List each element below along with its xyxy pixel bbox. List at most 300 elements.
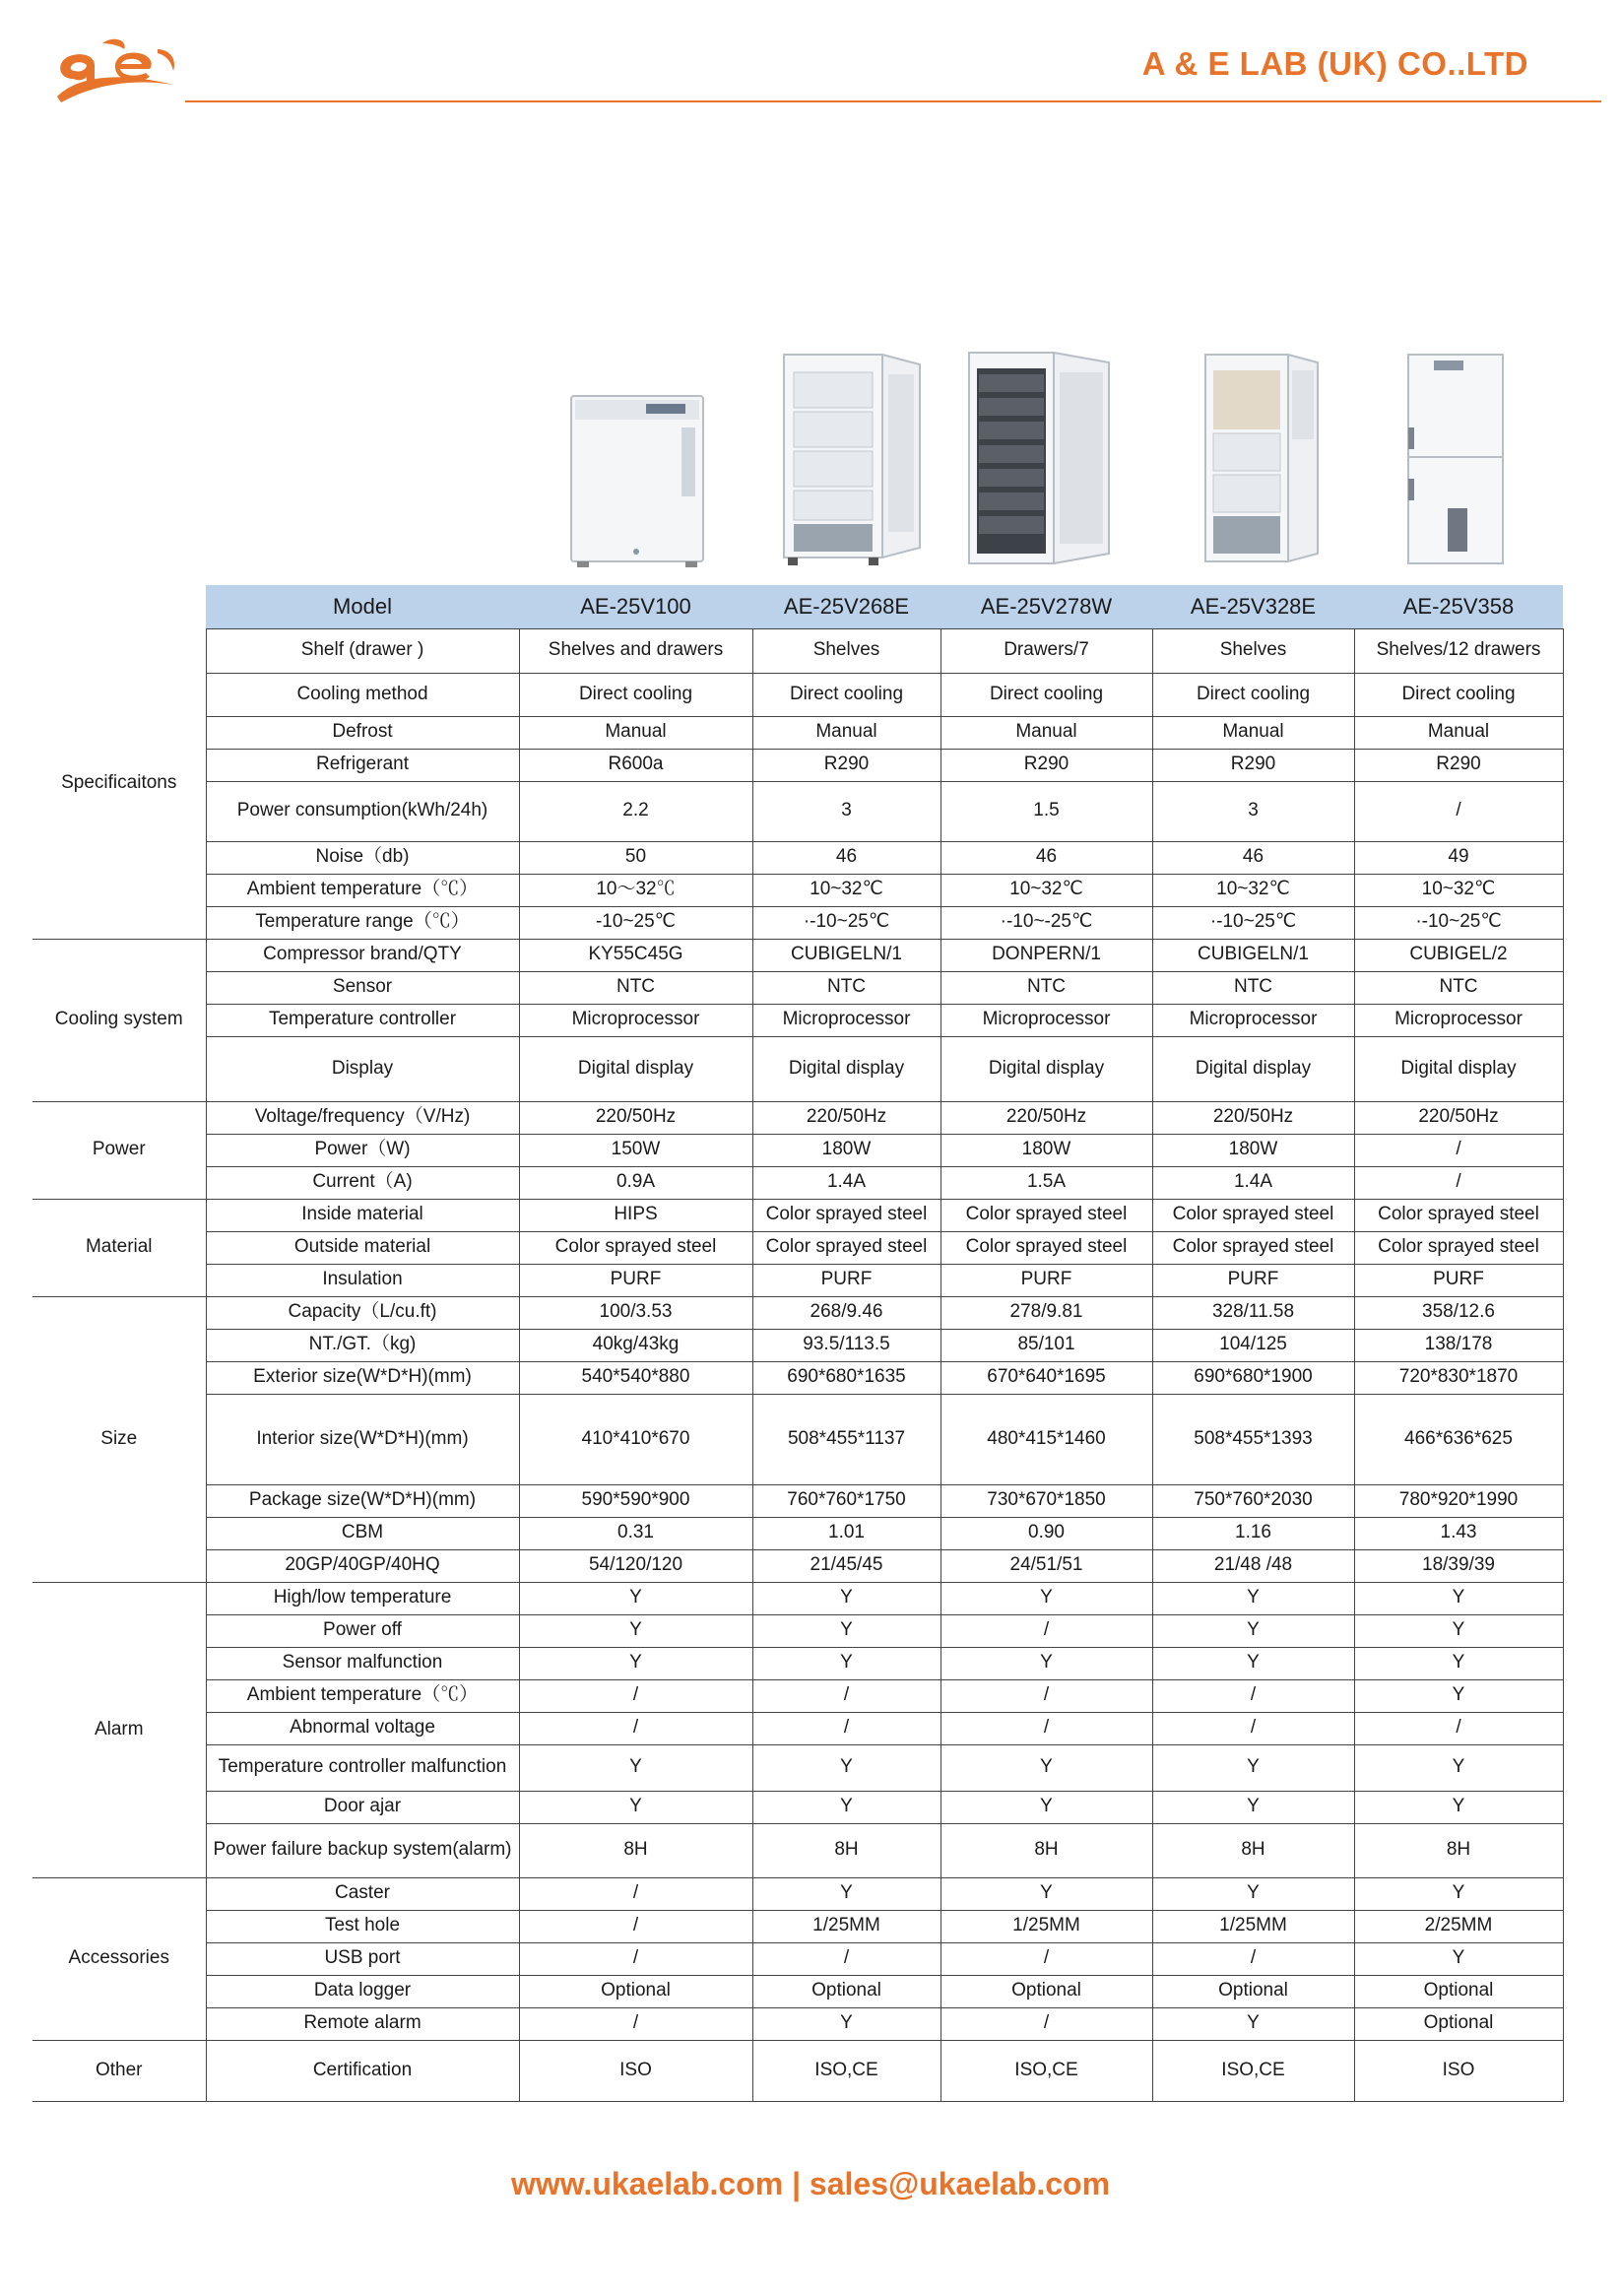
spec-value: 21/48 /48 <box>1152 1549 1354 1582</box>
spec-value: Color sprayed steel <box>1354 1231 1563 1264</box>
product-image-ae-25v278w <box>965 345 1115 569</box>
model-name: AE-25V278W <box>940 585 1152 628</box>
spec-value: Color sprayed steel <box>752 1199 940 1231</box>
spec-value: CUBIGEL/2 <box>1354 939 1563 971</box>
table-row <box>32 1004 1563 1036</box>
spec-value: 1.16 <box>1152 1517 1354 1549</box>
spec-value: -10~25℃ <box>519 906 752 939</box>
table-row <box>32 1394 1563 1484</box>
spec-value: Y <box>752 1791 940 1823</box>
category-label: Size <box>32 1296 206 1582</box>
spec-value: 220/50Hz <box>752 1101 940 1134</box>
spec-value: Y <box>940 1877 1152 1910</box>
spec-value: 466*636*625 <box>1354 1394 1563 1484</box>
spec-value: R290 <box>752 749 940 781</box>
spec-value: Y <box>752 1614 940 1647</box>
spec-value: 46 <box>940 841 1152 874</box>
spec-value: Manual <box>1354 716 1563 749</box>
spec-value: 508*455*1393 <box>1152 1394 1354 1484</box>
table-row <box>32 749 1563 781</box>
table-row <box>32 1823 1563 1877</box>
spec-value: 150W <box>519 1134 752 1166</box>
spec-label: Power（W) <box>206 1134 519 1166</box>
spec-value: Y <box>1152 2007 1354 2040</box>
table-row <box>32 1744 1563 1791</box>
table-row <box>32 2007 1563 2040</box>
spec-value: 730*670*1850 <box>940 1484 1152 1517</box>
spec-value: Y <box>519 1614 752 1647</box>
spec-value: Manual <box>940 716 1152 749</box>
spec-value: Optional <box>1152 1975 1354 2007</box>
spec-value: Direct cooling <box>752 673 940 716</box>
spec-value: 49 <box>1354 841 1563 874</box>
table-row <box>32 1199 1563 1231</box>
spec-value: Digital display <box>1354 1036 1563 1101</box>
spec-label: Caster <box>206 1877 519 1910</box>
spec-value: / <box>940 1679 1152 1712</box>
table-row <box>32 1484 1563 1517</box>
table-row <box>32 906 1563 939</box>
spec-value: Y <box>1354 1647 1563 1679</box>
spec-value: Digital display <box>519 1036 752 1101</box>
spec-value: / <box>519 1942 752 1975</box>
spec-value: / <box>1354 1166 1563 1199</box>
spec-label: Outside material <box>206 1231 519 1264</box>
spec-value: DONPERN/1 <box>940 939 1152 971</box>
spec-value: Y <box>940 1647 1152 1679</box>
spec-value: Shelves/12 drawers <box>1354 628 1563 673</box>
table-row <box>32 1036 1563 1101</box>
spec-value: Direct cooling <box>1152 673 1354 716</box>
model-header-spacer <box>32 585 206 628</box>
spec-value: 100/3.53 <box>519 1296 752 1329</box>
spec-value: Color sprayed steel <box>752 1231 940 1264</box>
spec-value: 180W <box>1152 1134 1354 1166</box>
category-label: Accessories <box>32 1877 206 2040</box>
spec-value: Shelves <box>752 628 940 673</box>
spec-label: Shelf (drawer ) <box>206 628 519 673</box>
spec-label: Defrost <box>206 716 519 749</box>
category-label: Alarm <box>32 1582 206 1877</box>
model-name: AE-25V358 <box>1354 585 1563 628</box>
spec-value: Y <box>1152 1744 1354 1791</box>
spec-value: 720*830*1870 <box>1354 1361 1563 1394</box>
spec-value: ·-10~25℃ <box>1354 906 1563 939</box>
spec-value: Y <box>752 1877 940 1910</box>
spec-label: 20GP/40GP/40HQ <box>206 1549 519 1582</box>
table-row <box>32 1296 1563 1329</box>
spec-label: Test hole <box>206 1910 519 1942</box>
spec-value: 480*415*1460 <box>940 1394 1152 1484</box>
spec-value: Y <box>1354 1679 1563 1712</box>
spec-label: Temperature controller <box>206 1004 519 1036</box>
spec-label: Current（A) <box>206 1166 519 1199</box>
table-row <box>32 1975 1563 2007</box>
spec-value: / <box>752 1942 940 1975</box>
table-row <box>32 1264 1563 1296</box>
spec-label: Compressor brand/QTY <box>206 939 519 971</box>
spec-value: / <box>1152 1942 1354 1975</box>
spec-value: R290 <box>1152 749 1354 781</box>
spec-value: Y <box>1354 1744 1563 1791</box>
spec-value: Shelves and drawers <box>519 628 752 673</box>
spec-value: PURF <box>1152 1264 1354 1296</box>
category-label: Specificaitons <box>32 628 206 939</box>
spec-value: Y <box>752 1647 940 1679</box>
company-name: A & E LAB (UK) CO..LTD <box>1141 45 1528 82</box>
spec-value: 1.01 <box>752 1517 940 1549</box>
spec-label: Sensor malfunction <box>206 1647 519 1679</box>
spec-value: 410*410*670 <box>519 1394 752 1484</box>
spec-label: Ambient temperature（℃） <box>206 874 519 906</box>
spec-value: / <box>519 1679 752 1712</box>
spec-value: 328/11.58 <box>1152 1296 1354 1329</box>
spec-label: High/low temperature <box>206 1582 519 1614</box>
table-row <box>32 1582 1563 1614</box>
table-row <box>32 1329 1563 1361</box>
spec-value: Color sprayed steel <box>1354 1199 1563 1231</box>
spec-value: Y <box>752 1744 940 1791</box>
table-row <box>32 1877 1563 1910</box>
spec-value: 46 <box>1152 841 1354 874</box>
spec-value: Direct cooling <box>940 673 1152 716</box>
spec-label: Sensor <box>206 971 519 1004</box>
spec-label: Certification <box>206 2040 519 2101</box>
spec-value: 8H <box>940 1823 1152 1877</box>
product-image-ae-25v358 <box>1404 351 1507 569</box>
spec-value: Microprocessor <box>940 1004 1152 1036</box>
spec-value: Microprocessor <box>519 1004 752 1036</box>
spec-value: ·-10~-25℃ <box>940 906 1152 939</box>
spec-value: 220/50Hz <box>940 1101 1152 1134</box>
spec-value: PURF <box>1354 1264 1563 1296</box>
spec-value: ISO <box>519 2040 752 2101</box>
table-row <box>32 1231 1563 1264</box>
model-label: Model <box>206 585 519 628</box>
spec-value: / <box>519 1877 752 1910</box>
spec-value: 10~32℃ <box>752 874 940 906</box>
spec-value: / <box>1354 1712 1563 1744</box>
spec-value: / <box>940 1614 1152 1647</box>
spec-value: 358/12.6 <box>1354 1296 1563 1329</box>
spec-value: 1.43 <box>1354 1517 1563 1549</box>
spec-value: Digital display <box>1152 1036 1354 1101</box>
spec-value: Color sprayed steel <box>1152 1199 1354 1231</box>
spec-label: Exterior size(W*D*H)(mm) <box>206 1361 519 1394</box>
spec-value: HIPS <box>519 1199 752 1231</box>
spec-value: 1/25MM <box>752 1910 940 1942</box>
spec-value: Y <box>752 2007 940 2040</box>
spec-value: R290 <box>940 749 1152 781</box>
model-name: AE-25V268E <box>752 585 940 628</box>
category-label: Power <box>32 1101 206 1199</box>
spec-value: ISO <box>1354 2040 1563 2101</box>
specification-table-body <box>32 585 1563 2101</box>
spec-label: Remote alarm <box>206 2007 519 2040</box>
spec-value: / <box>752 1712 940 1744</box>
spec-label: Noise（db) <box>206 841 519 874</box>
spec-value: / <box>752 1679 940 1712</box>
spec-label: Power failure backup system(alarm) <box>206 1823 519 1877</box>
spec-value: Manual <box>519 716 752 749</box>
spec-value: 508*455*1137 <box>752 1394 940 1484</box>
spec-value: CUBIGELN/1 <box>752 939 940 971</box>
spec-value: 670*640*1695 <box>940 1361 1152 1394</box>
spec-value: 750*760*2030 <box>1152 1484 1354 1517</box>
spec-value: 8H <box>752 1823 940 1877</box>
table-row <box>32 1101 1563 1134</box>
spec-value: 1.5A <box>940 1166 1152 1199</box>
spec-value: / <box>1152 1712 1354 1744</box>
spec-label: Temperature range（℃） <box>206 906 519 939</box>
spec-value: 40kg/43kg <box>519 1329 752 1361</box>
spec-label: Package size(W*D*H)(mm) <box>206 1484 519 1517</box>
spec-value: 10~32℃ <box>1152 874 1354 906</box>
spec-value: 1/25MM <box>940 1910 1152 1942</box>
spec-value: 1.4A <box>1152 1166 1354 1199</box>
spec-value: NTC <box>519 971 752 1004</box>
spec-value: ISO,CE <box>1152 2040 1354 2101</box>
spec-value: Color sprayed steel <box>940 1231 1152 1264</box>
spec-value: / <box>940 2007 1152 2040</box>
spec-value: Y <box>1152 1582 1354 1614</box>
table-row <box>32 1942 1563 1975</box>
spec-value: KY55C45G <box>519 939 752 971</box>
spec-value: Y <box>1152 1877 1354 1910</box>
spec-value: Optional <box>752 1975 940 2007</box>
product-image-ae-25v100 <box>567 388 707 569</box>
spec-value: Optional <box>1354 1975 1563 2007</box>
table-row <box>32 1614 1563 1647</box>
spec-label: USB port <box>206 1942 519 1975</box>
spec-value: NTC <box>1354 971 1563 1004</box>
spec-value: Microprocessor <box>752 1004 940 1036</box>
spec-value: Direct cooling <box>1354 673 1563 716</box>
table-row <box>32 781 1563 841</box>
spec-value: 220/50Hz <box>519 1101 752 1134</box>
spec-value: Y <box>940 1582 1152 1614</box>
spec-value: 54/120/120 <box>519 1549 752 1582</box>
table-row <box>32 1712 1563 1744</box>
spec-value: ·-10~25℃ <box>1152 906 1354 939</box>
spec-value: 3 <box>752 781 940 841</box>
spec-value: Digital display <box>940 1036 1152 1101</box>
table-row <box>32 939 1563 971</box>
spec-value: Y <box>519 1744 752 1791</box>
spec-value: Microprocessor <box>1152 1004 1354 1036</box>
spec-value: Y <box>1152 1614 1354 1647</box>
table-row <box>32 1791 1563 1823</box>
table-row <box>32 1647 1563 1679</box>
spec-label: Capacity（L/cu.ft) <box>206 1296 519 1329</box>
table-row <box>32 716 1563 749</box>
spec-value: 0.9A <box>519 1166 752 1199</box>
spec-value: Digital display <box>752 1036 940 1101</box>
spec-label: Insulation <box>206 1264 519 1296</box>
spec-label: Display <box>206 1036 519 1101</box>
spec-value: 0.31 <box>519 1517 752 1549</box>
spec-value: 8H <box>519 1823 752 1877</box>
table-row <box>32 874 1563 906</box>
spec-value: / <box>940 1712 1152 1744</box>
spec-value: R600a <box>519 749 752 781</box>
spec-value: Y <box>940 1791 1152 1823</box>
spec-value: Y <box>519 1647 752 1679</box>
table-row <box>32 673 1563 716</box>
table-row <box>32 971 1563 1004</box>
spec-value: ISO,CE <box>752 2040 940 2101</box>
spec-value: Y <box>752 1582 940 1614</box>
table-row <box>32 1361 1563 1394</box>
spec-value: 3 <box>1152 781 1354 841</box>
spec-value: 85/101 <box>940 1329 1152 1361</box>
spec-value: 10~32℃ <box>1354 874 1563 906</box>
spec-label: Interior size(W*D*H)(mm) <box>206 1394 519 1484</box>
spec-value: 8H <box>1152 1823 1354 1877</box>
spec-value: 540*540*880 <box>519 1361 752 1394</box>
spec-value: CUBIGELN/1 <box>1152 939 1354 971</box>
table-row <box>32 1166 1563 1199</box>
category-label: Other <box>32 2040 206 2101</box>
spec-value: ·-10~25℃ <box>752 906 940 939</box>
spec-value: Y <box>940 1744 1152 1791</box>
specification-table <box>32 585 1564 2102</box>
spec-value: Color sprayed steel <box>1152 1231 1354 1264</box>
spec-value: Optional <box>1354 2007 1563 2040</box>
spec-value: Y <box>1354 1791 1563 1823</box>
spec-value: Optional <box>940 1975 1152 2007</box>
spec-label: Data logger <box>206 1975 519 2007</box>
table-row <box>32 1549 1563 1582</box>
table-row <box>32 1679 1563 1712</box>
spec-value: Y <box>519 1791 752 1823</box>
spec-value: 1.5 <box>940 781 1152 841</box>
spec-value: 1.4A <box>752 1166 940 1199</box>
spec-value: / <box>519 1910 752 1942</box>
spec-label: Refrigerant <box>206 749 519 781</box>
table-row <box>32 841 1563 874</box>
spec-value: 690*680*1900 <box>1152 1361 1354 1394</box>
spec-label: Abnormal voltage <box>206 1712 519 1744</box>
spec-value: PURF <box>752 1264 940 1296</box>
spec-value: / <box>940 1942 1152 1975</box>
spec-value: 10～32℃ <box>519 874 752 906</box>
spec-value: 2/25MM <box>1354 1910 1563 1942</box>
spec-value: 278/9.81 <box>940 1296 1152 1329</box>
spec-value: Color sprayed steel <box>519 1231 752 1264</box>
spec-value: 21/45/45 <box>752 1549 940 1582</box>
category-label: Cooling system <box>32 939 206 1101</box>
table-row <box>32 628 1563 673</box>
spec-value: / <box>519 1712 752 1744</box>
spec-value: PURF <box>519 1264 752 1296</box>
spec-value: 760*760*1750 <box>752 1484 940 1517</box>
spec-value: 780*920*1990 <box>1354 1484 1563 1517</box>
category-label: Material <box>32 1199 206 1296</box>
spec-value: Y <box>1354 1582 1563 1614</box>
spec-value: 24/51/51 <box>940 1549 1152 1582</box>
spec-value: Shelves <box>1152 628 1354 673</box>
spec-value: ISO,CE <box>940 2040 1152 2101</box>
spec-value: Microprocessor <box>1354 1004 1563 1036</box>
spec-value: 50 <box>519 841 752 874</box>
footer-contact: www.ukaelab.com | sales@ukaelab.com <box>510 2166 1111 2201</box>
spec-value: / <box>1152 1679 1354 1712</box>
spec-value: 138/178 <box>1354 1329 1563 1361</box>
spec-value: Y <box>1354 1877 1563 1910</box>
spec-label: NT./GT.（kg) <box>206 1329 519 1361</box>
model-name: AE-25V328E <box>1152 585 1354 628</box>
spec-value: Manual <box>1152 716 1354 749</box>
spec-value: NTC <box>752 971 940 1004</box>
spec-value: 180W <box>752 1134 940 1166</box>
spec-label: Voltage/frequency（V/Hz) <box>206 1101 519 1134</box>
spec-value: Y <box>1354 1942 1563 1975</box>
spec-label: Door ajar <box>206 1791 519 1823</box>
spec-value: Y <box>519 1582 752 1614</box>
table-row <box>32 1910 1563 1942</box>
table-row <box>32 1517 1563 1549</box>
spec-value: 104/125 <box>1152 1329 1354 1361</box>
spec-label: Power consumption(kWh/24h) <box>206 781 519 841</box>
spec-value: / <box>1354 781 1563 841</box>
spec-value: Y <box>1152 1791 1354 1823</box>
spec-value: 2.2 <box>519 781 752 841</box>
spec-value: 93.5/113.5 <box>752 1329 940 1361</box>
model-header-row <box>32 585 1563 628</box>
spec-value: Manual <box>752 716 940 749</box>
spec-value: 1/25MM <box>1152 1910 1354 1942</box>
spec-value: NTC <box>940 971 1152 1004</box>
spec-value: Drawers/7 <box>940 628 1152 673</box>
spec-value: 220/50Hz <box>1152 1101 1354 1134</box>
product-image-ae-25v328e <box>1201 351 1324 569</box>
spec-value: R290 <box>1354 749 1563 781</box>
spec-value: 18/39/39 <box>1354 1549 1563 1582</box>
spec-value: 220/50Hz <box>1354 1101 1563 1134</box>
spec-label: CBM <box>206 1517 519 1549</box>
spec-value: / <box>519 2007 752 2040</box>
spec-value: 180W <box>940 1134 1152 1166</box>
table-row <box>32 1134 1563 1166</box>
spec-label: Inside material <box>206 1199 519 1231</box>
spec-value: 46 <box>752 841 940 874</box>
spec-value: 0.90 <box>940 1517 1152 1549</box>
spec-value: Direct cooling <box>519 673 752 716</box>
spec-value: Color sprayed steel <box>940 1199 1152 1231</box>
spec-value: 268/9.46 <box>752 1296 940 1329</box>
spec-label: Temperature controller malfunction <box>206 1744 519 1791</box>
spec-label: Power off <box>206 1614 519 1647</box>
spec-label: Cooling method <box>206 673 519 716</box>
spec-value: 8H <box>1354 1823 1563 1877</box>
model-name: AE-25V100 <box>519 585 752 628</box>
spec-value: Y <box>1152 1647 1354 1679</box>
spec-value: 10~32℃ <box>940 874 1152 906</box>
header-divider <box>185 100 1601 102</box>
spec-value: 590*590*900 <box>519 1484 752 1517</box>
spec-label: Ambient temperature（℃） <box>206 1679 519 1712</box>
spec-value: PURF <box>940 1264 1152 1296</box>
spec-value: 690*680*1635 <box>752 1361 940 1394</box>
table-row <box>32 2040 1563 2101</box>
spec-value: / <box>1354 1134 1563 1166</box>
product-image-ae-25v268e <box>780 351 928 569</box>
spec-value: NTC <box>1152 971 1354 1004</box>
spec-value: Y <box>1354 1614 1563 1647</box>
company-logo <box>47 26 185 106</box>
spec-value: Optional <box>519 1975 752 2007</box>
